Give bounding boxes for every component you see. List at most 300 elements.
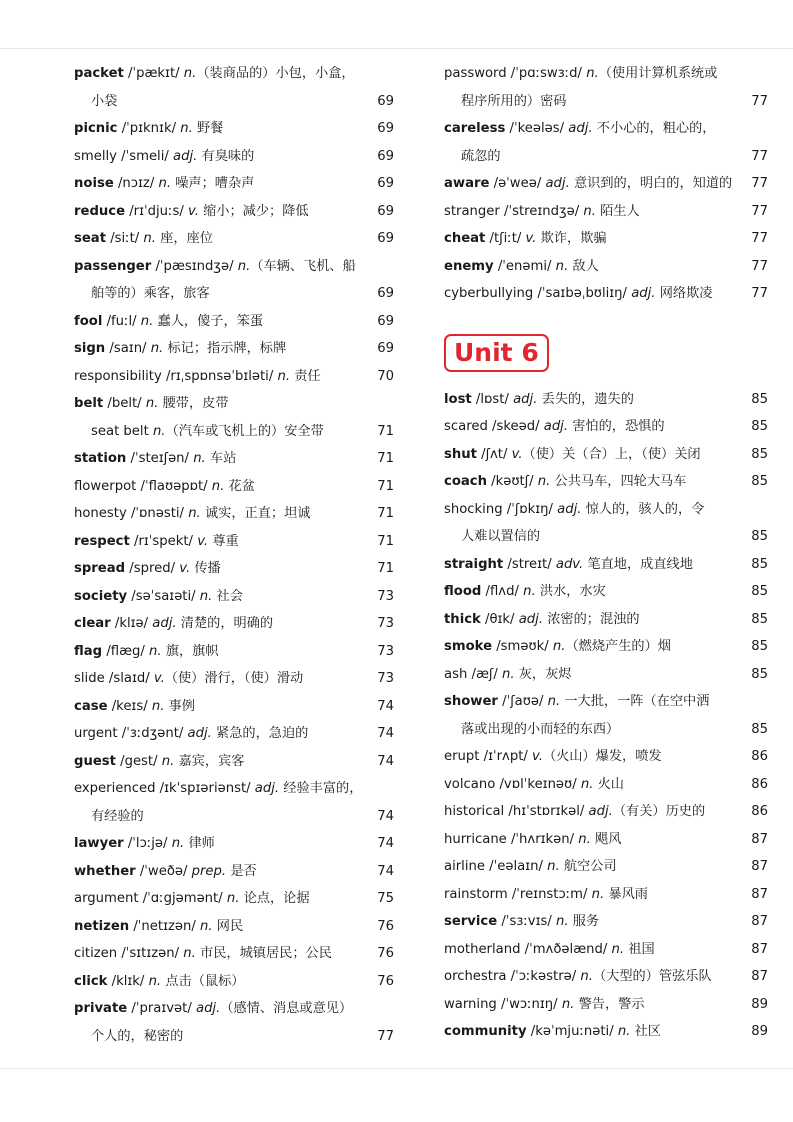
entry-phonetic: /ˈʃaʊə/: [497, 694, 548, 709]
entry-part-of-speech: n.: [183, 946, 196, 961]
entry-definition: 论点，论据: [239, 891, 310, 906]
entry-page-number: 71: [377, 423, 394, 439]
glossary-entry: [444, 606, 768, 634]
entry-word: reduce: [74, 203, 126, 219]
entry-page-number: 77: [377, 1028, 394, 1044]
entry-part-of-speech: v.: [179, 561, 191, 576]
entry-part-of-speech: n.: [611, 941, 625, 957]
glossary-entry: [444, 1018, 768, 1046]
glossary-entry: [444, 468, 768, 496]
entry-definition: 点击（鼠标）: [161, 973, 245, 989]
right-column-top-entries: [444, 60, 768, 308]
entry-definition: （有关）历史的: [612, 804, 706, 819]
glossary-entry: [444, 963, 768, 991]
entry-part-of-speech: n.: [580, 776, 594, 792]
entry-page-number: 77: [751, 286, 768, 301]
entry-page-number: 86: [751, 749, 768, 764]
entry-page-number: 87: [751, 914, 768, 929]
entry-page-number: 85: [751, 419, 768, 434]
entry-page-number: 85: [751, 584, 768, 599]
entry-line: [444, 688, 768, 716]
entry-phonetic: /siːt/: [106, 231, 144, 246]
entry-definition: 有臭味的: [197, 148, 255, 164]
entry-part-of-speech: n.: [552, 639, 566, 654]
entry-page-number: 74: [377, 698, 394, 714]
glossary-entry: [444, 115, 768, 170]
entry-word: password: [444, 66, 507, 81]
entry-line: [74, 940, 394, 968]
entry-part-of-speech: n.: [140, 313, 154, 329]
entry-definition: 暴风雨: [604, 886, 648, 902]
glossary-entry: [74, 583, 394, 611]
entry-line: [74, 720, 394, 748]
entry-page-number: 69: [377, 203, 394, 219]
entry-page-number: 69: [377, 148, 394, 164]
entry-page-number: 69: [377, 121, 394, 136]
entry-part-of-speech: v.: [197, 533, 209, 549]
glossary-entry: [74, 748, 394, 776]
entry-part-of-speech: n.: [183, 66, 197, 81]
entry-page-number: 77: [751, 203, 768, 219]
glossary-entry: [444, 991, 768, 1019]
entry-definition: （燃烧产生的）烟: [565, 639, 671, 654]
entry-phonetic: /ˈmʌðəlænd/: [520, 941, 612, 957]
entry-word: stranger: [444, 203, 500, 219]
entry-line: [74, 610, 394, 638]
entry-definition: 标记；指示牌，标牌: [163, 341, 287, 356]
entry-definition: 律师: [184, 836, 215, 851]
entry-page-number: 76: [377, 973, 394, 989]
entry-line: [444, 963, 768, 991]
glossary-entry: [444, 60, 768, 115]
page-top-rule: [0, 48, 793, 49]
entry-word: fool: [74, 313, 103, 329]
entry-line: [444, 578, 768, 606]
entry-part-of-speech: n.: [583, 203, 596, 219]
entry-page-number: 87: [751, 941, 768, 957]
entry-part-of-speech: n.: [501, 666, 515, 682]
entry-part-of-speech: n.: [193, 451, 206, 466]
entry-phonetic: /nɔɪz/: [113, 176, 159, 191]
entry-definition: 警告，警示: [574, 996, 645, 1012]
entry-definition: 笔直地，成直线地: [583, 556, 693, 572]
entry-word: seat belt: [91, 423, 149, 439]
unit-heading: Unit 6: [444, 334, 549, 372]
entry-part-of-speech: n.: [150, 341, 164, 356]
entry-word: community: [444, 1024, 527, 1039]
entry-word: guest: [74, 753, 116, 769]
entry-line: [74, 830, 394, 858]
entry-phonetic: /sməʊk/: [492, 639, 553, 654]
glossary-entry: [444, 853, 768, 881]
entry-phonetic: /lɒst/: [471, 391, 514, 407]
entry-page-number: 73: [377, 671, 394, 686]
entry-definition: 敌人: [568, 258, 599, 274]
entry-page-number: 87: [751, 969, 768, 984]
entry-definition: 诚实，正直；坦诚: [200, 506, 311, 521]
entry-line: [444, 225, 768, 253]
entry-word: coach: [444, 474, 487, 489]
entry-page-number: 71: [377, 478, 394, 494]
entry-word: volcano: [444, 776, 496, 792]
glossary-entry: [444, 881, 768, 909]
entry-word: cheat: [444, 231, 486, 246]
entry-page-number: 69: [377, 176, 394, 191]
entry-word: scared: [444, 419, 488, 434]
entry-part-of-speech: n.: [148, 973, 162, 989]
glossary-entry: [444, 225, 768, 253]
entry-phonetic: /kəʊtʃ/: [486, 474, 538, 489]
entry-definition: （使）滑行，（使）滑动: [164, 671, 304, 686]
entry-definition: 野餐: [192, 121, 224, 136]
glossary-entry: [74, 858, 394, 886]
entry-line: [74, 638, 394, 666]
glossary-entry: [444, 551, 768, 579]
entry-page-number: 89: [751, 996, 768, 1012]
entry-phonetic: /kəˈmjuːnəti/: [526, 1024, 618, 1039]
glossary-entry: [444, 661, 768, 689]
entry-part-of-speech: adj.: [588, 804, 613, 819]
entry-page-number: 74: [377, 808, 394, 824]
entry-page-number: 74: [377, 836, 394, 851]
entry-line: [444, 661, 768, 689]
entry-phonetic: /ˈpraɪvət/: [127, 1001, 196, 1016]
entry-word: station: [74, 451, 127, 466]
entry-definition: （使）关（合）上，（使）关闭: [522, 446, 701, 462]
entry-word: click: [74, 973, 108, 989]
entry-line: [74, 693, 394, 721]
entry-line: [74, 995, 394, 1023]
entry-line: [444, 441, 768, 469]
entry-continuation-line: [74, 803, 394, 831]
entry-line: [444, 908, 768, 936]
entry-line: [74, 858, 394, 886]
glossary-entry: [444, 798, 768, 826]
page-bottom-rule: [0, 1068, 793, 1069]
entry-page-number: 74: [377, 863, 394, 879]
entry-phonetic: /ʃʌt/: [476, 446, 512, 462]
entry-definition: 不小心的，粗心的，: [592, 121, 716, 136]
entry-line: [444, 551, 768, 579]
entry-word: lost: [444, 391, 472, 407]
glossary-entry: [74, 363, 394, 391]
entry-page-number: 77: [751, 93, 768, 109]
entry-page-number: 69: [377, 93, 394, 109]
entry-definition: 是否: [226, 863, 257, 879]
glossary-entry: [74, 638, 394, 666]
entry-phonetic: /θɪk/: [480, 611, 519, 627]
entry-word: sign: [74, 341, 106, 356]
entry-definition: 车站: [205, 451, 237, 466]
glossary-entry: [74, 335, 394, 363]
entry-part-of-speech: n.: [151, 698, 165, 714]
entry-page-number: 77: [751, 148, 768, 164]
entry-word: smelly: [74, 148, 117, 164]
entry-part-of-speech: prep.: [191, 863, 227, 879]
entry-line: [444, 826, 768, 854]
entry-word: argument: [74, 891, 139, 906]
entry-part-of-speech: n.: [555, 258, 569, 274]
entry-definition: 公共马车，四轮大马车: [550, 474, 687, 489]
entry-phonetic: /ˈkeələs/: [505, 121, 569, 136]
entry-phonetic: /ˈsɜːvɪs/: [497, 914, 556, 929]
entry-continuation-line: [74, 1023, 394, 1051]
entry-line: [74, 445, 394, 473]
right-column-unit-entries: [444, 386, 768, 1046]
entry-definition: 缩小；减少；降低: [198, 203, 309, 219]
entry-part-of-speech: adj.: [543, 419, 569, 434]
glossary-entry: [74, 968, 394, 996]
glossary-entry: [74, 940, 394, 968]
entry-phonetic: /skeəd/: [487, 419, 544, 434]
entry-page-number: 85: [751, 666, 768, 682]
entry-word: airline: [444, 859, 485, 874]
entry-definition: 社区: [630, 1024, 661, 1039]
entry-word: shower: [444, 694, 498, 709]
entry-line: [74, 198, 394, 226]
entry-part-of-speech: n.: [145, 396, 159, 411]
entry-word: shut: [444, 446, 477, 462]
glossary-entry: [444, 688, 768, 743]
entry-part-of-speech: n.: [152, 423, 166, 439]
glossary-entry: [444, 936, 768, 964]
entry-part-of-speech: adj.: [513, 391, 538, 407]
entry-page-number: 89: [751, 1024, 768, 1039]
entry-part-of-speech: n.: [171, 836, 185, 851]
entry-part-of-speech: n.: [537, 474, 551, 489]
entry-phonetic: /ɪkˈspɪəriənst/: [155, 781, 255, 796]
entry-line: [74, 418, 394, 446]
entry-definition: 社会: [212, 588, 243, 604]
entry-line: [74, 60, 394, 88]
entry-line: [74, 170, 394, 198]
entry-phonetic: /ˈpæsɪndʒə/: [151, 258, 238, 274]
entry-phonetic: /ˈstreɪndʒə/: [499, 203, 584, 219]
glossary-entry: [74, 170, 394, 198]
entry-line: [74, 335, 394, 363]
entry-continuation-line: [444, 88, 768, 116]
entry-definition: （汽车或飞机上的）安全带: [165, 423, 324, 439]
entry-part-of-speech: n.: [578, 831, 591, 847]
entry-definition: 市民，城镇居民；公民: [195, 946, 332, 961]
entry-definition: 网络欺凌: [655, 286, 713, 301]
entry-line: [444, 115, 768, 143]
entry-phonetic: /streɪt/: [503, 556, 556, 572]
entry-word: netizen: [74, 918, 130, 934]
glossary-entry: [444, 253, 768, 281]
entry-phonetic: /ˈreɪnstɔːm/: [507, 886, 592, 902]
entry-word: ash: [444, 666, 468, 682]
entry-definition: 传播: [190, 561, 221, 576]
entry-line: [74, 115, 394, 143]
entry-definition: 灰，灰烬: [514, 666, 572, 682]
entry-continuation-line: [444, 523, 768, 551]
entry-phonetic: /rɪˌspɒnsəˈbɪləti/: [161, 368, 278, 384]
entry-definition: 浓密的；混浊的: [543, 611, 640, 627]
entry-part-of-speech: v.: [525, 231, 537, 246]
entry-word: case: [74, 698, 108, 714]
entry-page-number: 86: [751, 804, 768, 819]
entry-word: experienced: [74, 781, 156, 796]
entry-phonetic: /slaɪd/: [104, 671, 154, 686]
entry-phonetic: /ˈɔːkəstrə/: [506, 969, 581, 984]
entry-line: [444, 413, 768, 441]
entry-phonetic: /klɪə/: [110, 616, 153, 631]
entry-phonetic: /gest/: [115, 753, 162, 769]
glossary-entry: [74, 665, 394, 693]
glossary-entry: [74, 720, 394, 748]
glossary-entry: [444, 496, 768, 551]
glossary-entry: [74, 225, 394, 253]
entry-part-of-speech: v.: [511, 446, 523, 462]
entry-page-number: 85: [751, 721, 768, 737]
glossary-entry: [444, 578, 768, 606]
entry-definition: 噪声；嘈杂声: [171, 176, 255, 191]
entry-line: [444, 743, 768, 771]
entry-definition: （装商品的）小包，小盒，: [196, 66, 355, 81]
entry-page-number: 69: [377, 313, 394, 329]
entry-phonetic: /ˈhʌrɪkən/: [506, 831, 579, 847]
entry-phonetic: /saɪn/: [105, 341, 151, 356]
entry-page-number: 85: [751, 474, 768, 489]
entry-definition: 紧急的，急迫的: [211, 726, 309, 741]
entry-part-of-speech: adj.: [518, 611, 544, 627]
entry-word: erupt: [444, 749, 480, 764]
entry-part-of-speech: n.: [277, 368, 291, 384]
entry-continuation-line: [74, 88, 394, 116]
entry-phonetic: /fuːl/: [102, 313, 141, 329]
entry-definition-continued: 人难以置信的: [461, 529, 541, 544]
entry-line: [74, 473, 394, 501]
glossary-entry: [444, 908, 768, 936]
entry-line: [444, 606, 768, 634]
glossary-entry: [74, 143, 394, 171]
entry-line: [444, 170, 768, 198]
entry-part-of-speech: n.: [211, 478, 225, 494]
entry-phonetic: /flæg/: [102, 643, 150, 659]
glossary-entry: [444, 633, 768, 661]
entry-line: [444, 386, 768, 414]
entry-page-number: 85: [751, 611, 768, 627]
entry-definition: 意识到的，明白的，知道的: [569, 176, 733, 191]
entry-definition: 嘉宾，宾客: [174, 753, 245, 769]
entry-part-of-speech: n.: [200, 918, 213, 934]
entry-continuation-line: [74, 280, 394, 308]
entry-word: belt: [74, 396, 104, 411]
entry-phonetic: /æʃ/: [467, 666, 502, 682]
entry-phonetic: /ˈʃɒkɪŋ/: [502, 501, 558, 517]
entry-phonetic: /ˈpɑːswɜːd/: [506, 66, 587, 81]
entry-part-of-speech: n.: [580, 969, 593, 984]
entry-word: society: [74, 588, 128, 604]
entry-page-number: 87: [751, 886, 768, 902]
entry-line: [74, 500, 394, 528]
entry-line: [74, 363, 394, 391]
entry-part-of-speech: n.: [561, 996, 575, 1012]
entry-word: flowerpot: [74, 478, 137, 494]
glossary-entry: [74, 253, 394, 308]
glossary-entry: [74, 555, 394, 583]
entry-phonetic: /əˈweə/: [489, 176, 546, 191]
entry-line: [444, 881, 768, 909]
entry-phonetic: /ˈnetɪzən/: [129, 918, 201, 934]
entry-line: [74, 968, 394, 996]
entry-line: [74, 775, 394, 803]
entry-phonetic: /hɪˈstɒrɪkəl/: [504, 804, 589, 819]
entry-word: clear: [74, 616, 111, 631]
entry-line: [74, 748, 394, 776]
entry-line: [444, 198, 768, 226]
entry-phonetic: /ɪˈrʌpt/: [479, 749, 533, 764]
glossary-entry: [444, 198, 768, 226]
entry-page-number: 73: [377, 643, 394, 659]
entry-phonetic: /rɪˈspekt/: [129, 533, 198, 549]
entry-page-number: 73: [377, 616, 394, 631]
entry-definition: 清楚的，明确的: [176, 616, 274, 631]
entry-definition: 祖国: [624, 941, 655, 957]
entry-phonetic: /səˈsaɪəti/: [127, 588, 200, 604]
glossary-entry: [74, 115, 394, 143]
entry-word: slide: [74, 671, 105, 686]
entry-definition: （火山）爆发，喷发: [542, 749, 662, 764]
entry-part-of-speech: adj.: [568, 121, 593, 136]
entry-word: smoke: [444, 639, 493, 654]
entry-word: rainstorm: [444, 886, 508, 902]
entry-line: [74, 555, 394, 583]
entry-line: [444, 60, 768, 88]
entry-part-of-speech: n.: [617, 1024, 631, 1039]
entry-page-number: 71: [377, 533, 394, 549]
entry-word: warning: [444, 996, 497, 1012]
glossary-left-column: [74, 60, 394, 1050]
entry-phonetic: /ˈɜːdʒənt/: [117, 726, 188, 741]
entry-page-number: 71: [377, 451, 394, 466]
entry-word: passenger: [74, 258, 152, 274]
entry-part-of-speech: n.: [547, 859, 560, 874]
glossary-entry: [444, 413, 768, 441]
entry-page-number: 85: [751, 556, 768, 572]
entry-part-of-speech: n.: [143, 231, 156, 246]
entry-word: responsibility: [74, 368, 162, 384]
entry-part-of-speech: n.: [555, 914, 569, 929]
entry-page-number: 74: [377, 753, 394, 769]
entry-word: shocking: [444, 501, 503, 517]
entry-word: thick: [444, 611, 481, 627]
entry-part-of-speech: v.: [153, 671, 165, 686]
entry-word: packet: [74, 66, 124, 81]
entry-definition: 网民: [212, 918, 244, 934]
entry-line: [444, 468, 768, 496]
entry-phonetic: /ˈpækɪt/: [123, 66, 184, 81]
entry-definition: 飓风: [590, 831, 622, 847]
entry-definition: （使用计算机系统或: [598, 66, 718, 81]
entry-word: straight: [444, 556, 504, 572]
entry-phonetic: /rɪˈdjuːs/: [125, 203, 188, 219]
entry-word: urgent: [74, 726, 118, 741]
entry-definition: 火山: [593, 776, 624, 792]
entry-part-of-speech: adj.: [187, 726, 212, 741]
entry-definition: 花盆: [224, 478, 255, 494]
entry-definition: 事例: [164, 698, 195, 714]
entry-page-number: 85: [751, 639, 768, 654]
entry-part-of-speech: v.: [187, 203, 199, 219]
entry-line: [444, 496, 768, 524]
glossary-entry: [444, 826, 768, 854]
entry-word: picnic: [74, 121, 118, 136]
entry-line: [74, 665, 394, 693]
entry-line: [444, 280, 768, 308]
entry-phonetic: /vɒlˈkeɪnəʊ/: [495, 776, 581, 792]
